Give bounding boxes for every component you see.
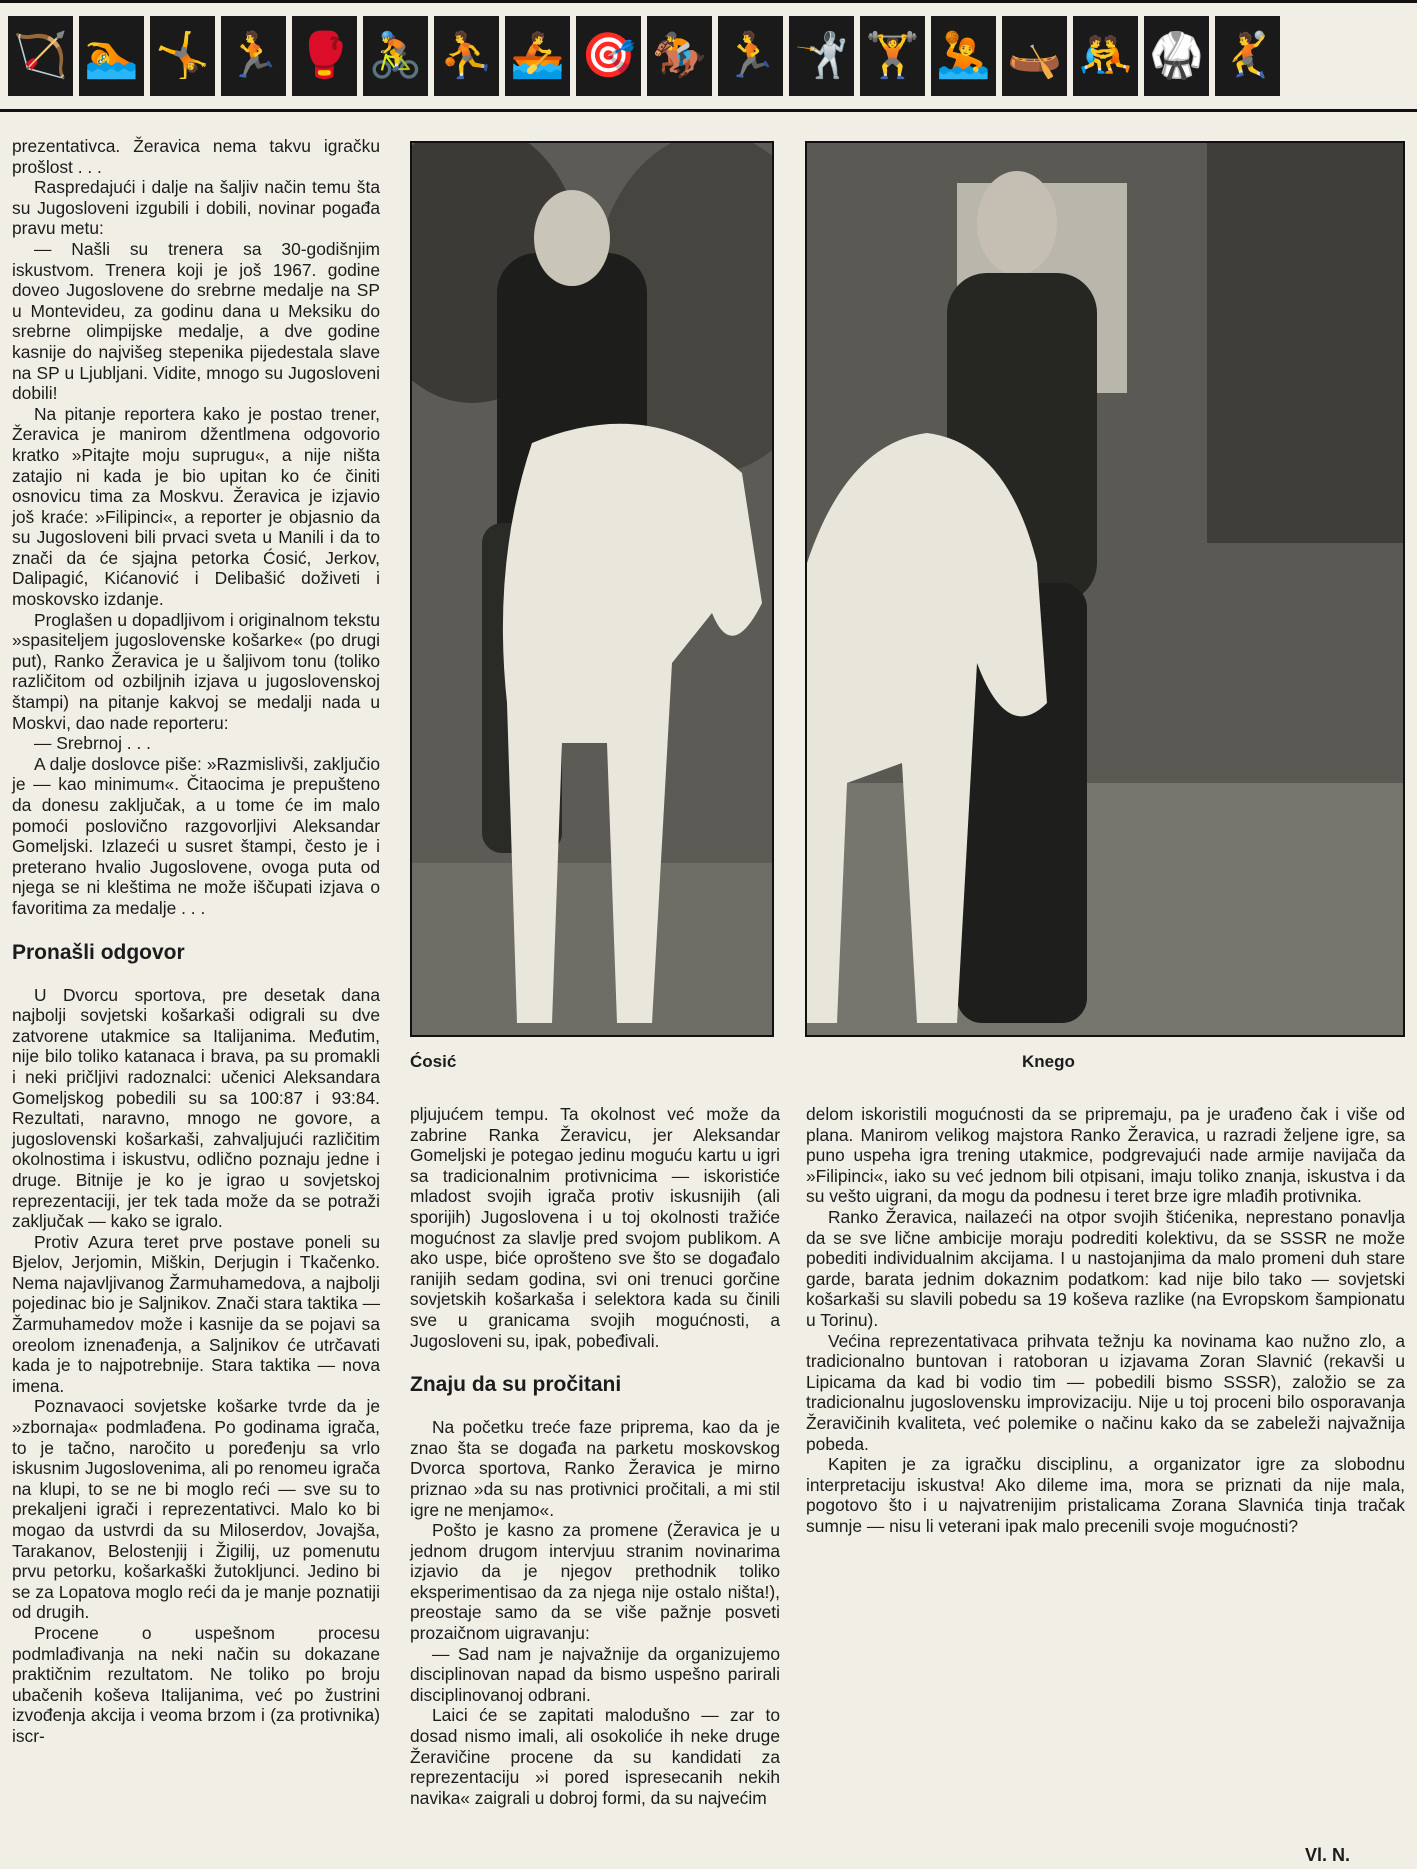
paragraph: Raspredajući i dalje na šaljiv način temu šta su Jugosloveni izgubili i dobili, novinar pogađa pravu metu: [12, 177, 380, 239]
paragraph: U Dvorcu sportova, pre desetak dana najbolji sovjetski košarkaši odigrali su dve zatvorene utakmice sa Italijanima. Međutim, nije bilo toliko katanaca i brava, pa su promakli i neki pričljivi radoznalci: učenici Aleksandara Gomeljskog pobedili su sa 100:87 i 93:84. Rezultati, naravno, mnogo ne govore, a jugoslovenski košarkaši, zahvaljujući različitim okolnostima i iskustvu, odlično poznaju jedne i druge. Bitnije je ko je igrao u sovjetskoj reprezentaciji, jer tek tada može da se potraži zaključak — kako se igralo. [12, 984, 380, 1232]
swimming-icon: 🏊 [79, 16, 144, 96]
paragraph: Poznavaoci sovjetske košarke tvrde da je »zbornaja« podmlađena. Po godinama igrača, to je tačno, naročito u poređenju sa vrlo iskusnim Jugoslovenima, ali po renomeu igrača na klupi, to se ne bi moglo reći — sve su to prekaljeni igrači i reprezentativci. Malo ko bi mogao da ustvrdi da su Miloserdov, Jovajša, Tarakanov, Belostenjij i Žigilij, uz pomenutu prvu petorku, košarkaški žutokljunci. Jedino bi se za Lopatova moglo reći da je manje poznatiji od drugih. [12, 1396, 380, 1623]
running-icon: 🏃 [221, 16, 286, 96]
archery-icon: 🏹 [8, 16, 73, 96]
photo-knego-with-horse [805, 141, 1405, 1037]
paragraph: Procene o uspešnom procesu podmlađivanja na neki način su dokazane praktičnim rezultatom. Ne toliko po broju ubačenih koševa Italijanima, već po žustrini izvođenja akcija i veoma brzom i (za protivnika) iscr- [12, 1622, 380, 1746]
paragraph: — Srebrnoj . . . [34, 733, 151, 754]
boxing-icon: 🥊 [292, 16, 357, 96]
paragraph: Proglašen u dopadljivom i originalnom tekstu »spasiteljem jugoslovenske košarke« (po drugi put), Ranko Žeravica je u šaljivom tonu (toliko različitom od ozbiljnih izjava u jugoslovenskoj štampi) na pitanje kakvoj se medalji nada u Moskvi, dao nade reporteru: [12, 609, 380, 733]
gymnastics-icon: 🤸 [150, 16, 215, 96]
paragraph: Kapiten je za igračku disciplinu, a organizator igre za slobodnu interpretaciju iskustva! Ako dileme ima, mora se priznati da nije mala, pogotovo što i u najvatrenijim pristalicama Zorana Slavnića tinja tračak sumnje — nisu li veterani ipak malo precenili svoje mogućnosti? [806, 1454, 1405, 1536]
section-heading-znaju-da-su-procitani: Znaju da su pročitani [410, 1373, 622, 1397]
diving-icon: 🤽 [931, 16, 996, 96]
paragraph: delom iskoristili mogućnosti da se pripremaju, pa je urađeno čak i više od plana. Manirom velikog majstora Ranko Žeravica, u razradi željene igre, sa puno uspeha igra trening utakmice, podgrevajući nade armije navijača da »Filipinci«, iako su već jednom bili otpisani, imaju toliko znanja, iskustva i da su vešto uigrani, da mogu da podnesu i teret brze igre mlađih protivnika. [806, 1104, 1405, 1207]
paragraph: — Našli su trenera sa 30-godišnjim iskustvom. Trenera koji je još 1967. godine doveo Jugoslovene do srebrne medalje na SP u Montevideu, za godinu dana u Meksiku do srebrne olimpijske medalje, a dve godine kasnije do najvišeg stepenika pijedestala slave na SP u Ljubljani. Vidite, mnogo su Jugosloveni dobili! [12, 238, 380, 404]
paragraph: Ranko Žeravica, nailazeći na otpor svojih štićenika, neprestano ponavlja da se sve lične ambicije moraju podrediti kolektivu, da se SSSR ne može pobediti individualnim akcijama. I u nastojanjima da malo promeni duh stare garde, barata jednim dokaznim podatkom: kad nije bilo tako — sovjetski košarkaši su slavili pobedu sa 19 koševa razlike (na Evropskom šampionatu u Torinu). [806, 1206, 1405, 1330]
paragraph: Na početku treće faze priprema, kao da je znao šta se događa na parketu moskovskog Dvorca sportova, Ranko Žeravica je mirno priznao »da su nas protivnici pročitali, a mi stil igre ne menjamo«. [410, 1417, 780, 1520]
basketball-icon: ⛹ [434, 16, 499, 96]
column-right [806, 1104, 1405, 1536]
wrestling-icon: 🤼 [1073, 16, 1138, 96]
shooting-icon: 🎯 [576, 16, 641, 96]
canoe-icon: 🛶 [1002, 16, 1067, 96]
paragraph: pljujućem tempu. Ta okolnost već može da zabrine Ranka Žeravicu, jer Aleksandar Gomeljski je potegao jedinu moguću kartu u igri sa tradicionalnim protivnicima — iskoristiće mladost svojih igrača protiv iskusnijih (ali sporijih) Jugoslovena i u toj okolnosti tražiće mogućnost za slavlje pred svojom publikom. A ako uspe, biće oprošteno sve što se događalo ranijih sedam godina, svi oni trenuci gorčine sovjetskih košarkaša i selektora kada su činili sve u granicama svojih mogućnosti, a Jugosloveni su, ipak, pobeđivali. [410, 1104, 780, 1351]
photo-cosic-on-horse [410, 141, 774, 1037]
column-middle [410, 1104, 780, 1808]
paragraph: Pošto je kasno za promene (Žeravica je u jednom drugom intervjuu stranim novinarima izjavio da je njegov prethodnik toliko eksperimentisao da za njega nije ostalo ništa!), preostaje samo da se više pažnje posveti prozaičnom uigravanju: [410, 1520, 780, 1644]
caption-right-photo: Knego [1022, 1052, 1075, 1071]
paragraph: Protiv Azura teret prve postave poneli su Bjelov, Jerjomin, Miškin, Derjugin i Tkačenko. Nema najavljivanog Žarmuhamedova, a najbolji pojedinac bio je Saljnikov. Znači stara taktika — Žarmuhamedov može i kasnije da se pojavi sa oreolom iznenađenja, a Saljnikov će utrčavati kada je to najpotrebnije. Stara taktika — nova imena. [12, 1231, 380, 1396]
author-signature: Vl. N. [1305, 1845, 1351, 1865]
section-heading-pronasli-odgovor: Pronašli odgovor [12, 940, 185, 964]
fencing-icon: 🤺 [789, 16, 854, 96]
hurdles-icon: 🏃 [718, 16, 783, 96]
weightlifting-icon: 🏋 [860, 16, 925, 96]
paragraph: Laici će se zapitati malodušno — zar to dosad nismo imali, ali osokoliće ih neke druge Žeravičine procene da su kandidati za reprezentaciju »i pored ispresecanih nekih navika« zaigrali u dobroj formi, da su najvećim [410, 1705, 780, 1808]
caption-left-photo: Ćosić [410, 1052, 457, 1071]
paragraph: prezentativca. Žeravica nema takvu igračku prošlost . . . [12, 136, 380, 177]
equestrian-icon: 🏇 [647, 16, 712, 96]
paragraph: Na pitanje reportera kako je postao trener, Žeravica je manirom džentlmena odgovorio kratko »Pitajte moju suprugu«, a nije ništa zatajio ni kada je bio upitan ko će činiti osnovicu tima za Moskvu. Žeravica je izjavio još kraće: »Filipinci«, a reporter je objasnio da su Jugosloveni bili prvaci sveta u Manili i da to znači da će sjajna petorka Ćosić, Jerkov, Dalipagić, Kićanović i Delibašić doživeti i moskovsko izdanje. [12, 403, 380, 610]
paragraph: — Sad nam je najvažnije da organizujemo disciplinovan napad da bismo uspešno parirali disciplinovanoj odbrani. [410, 1643, 780, 1705]
handball-icon: 🤾 [1215, 16, 1280, 96]
olympic-pictogram-banner [0, 0, 1417, 112]
rowing-icon: 🚣 [505, 16, 570, 96]
paragraph: A dalje doslovce piše: »Razmislivši, zaključio je — kao minimum«. Čitaocima je prepušteno da donesu zaključak, a u tome će im malo pomoći poslovično razgovorljivi Aleksandar Gomeljski. Izlazeći u susret štampi, često je i preterano hvalio Jugoslovene, ovoga puta od njega se ni kleštima ne može iščupati izjava o favoritima za medalje . . . [12, 753, 380, 918]
paragraph: Većina reprezentativaca prihvata težnju ka novinama kao nužno zlo, a tradicionalno buntovan i ratoboran u izjavama Zoran Slavnić (rekavši u Lipicama da kad bi vodio tim — pobedili bismo SSSR), založio se za tradicionalnu jugoslovensku improvizaciju. Nije u toj proceni bilo osporavanja Žeravičinih kvaliteta, već polemike o načinu kako da se zabeleži najvažnija pobeda. [806, 1330, 1405, 1454]
cycling-icon: 🚴 [363, 16, 428, 96]
judo-icon: 🥋 [1144, 16, 1209, 96]
column-left [12, 136, 380, 1747]
